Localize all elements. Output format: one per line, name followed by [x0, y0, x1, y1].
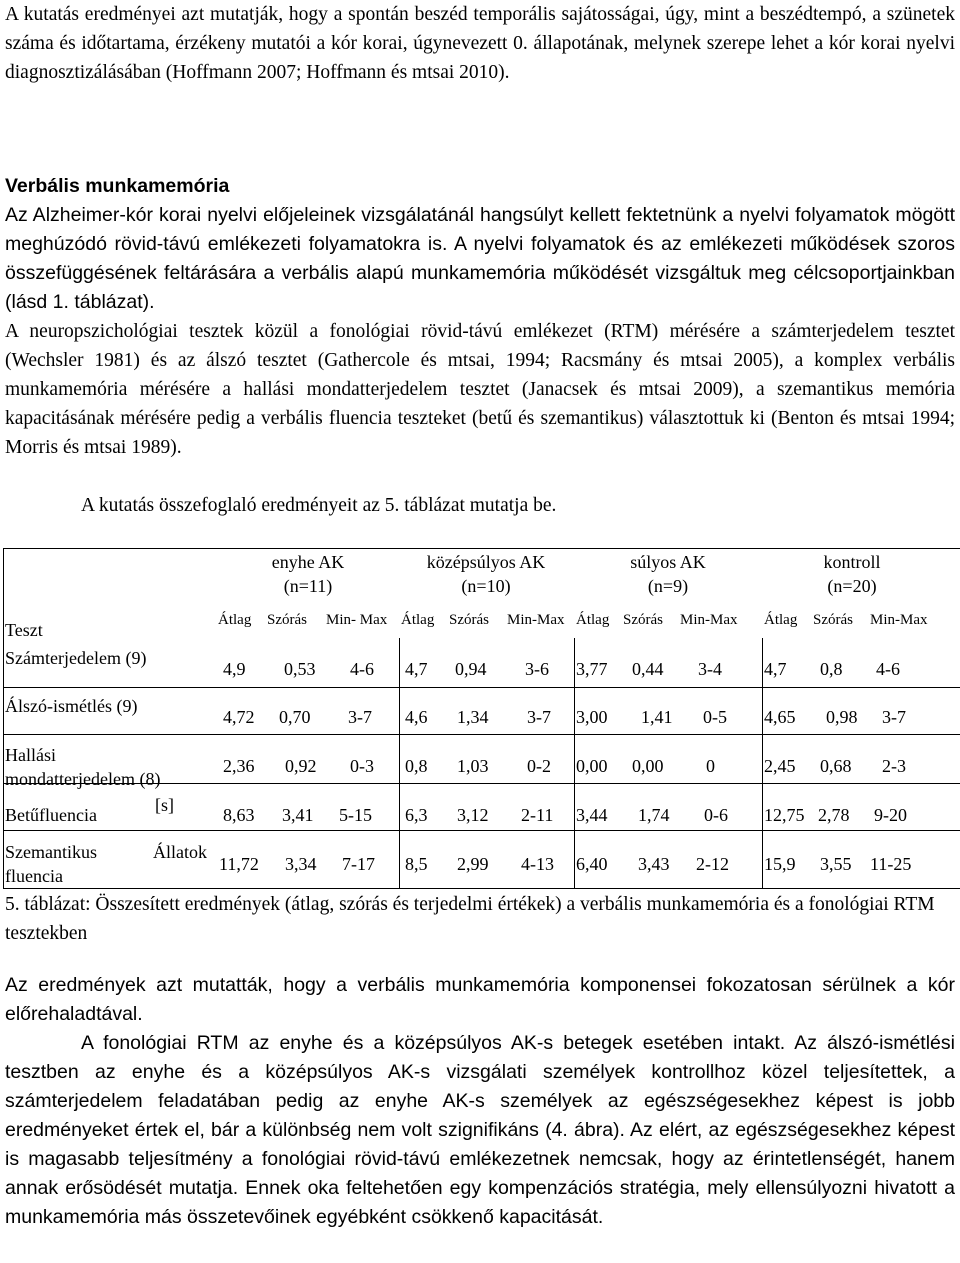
table-cell: 1,41	[641, 707, 673, 727]
table-cell: 11,72	[219, 854, 259, 874]
table-cell: 0-6	[704, 805, 728, 825]
group-count: (n=11)	[283, 576, 333, 596]
table-cell: 0,00	[576, 756, 608, 776]
table-cell: 4,9	[223, 659, 246, 679]
table-top-rule	[4, 548, 960, 549]
table-cell: 3-7	[882, 707, 906, 727]
row-label: Számterjedelem (9)	[5, 648, 147, 668]
table-cell: 3-7	[527, 707, 551, 727]
table-cell: 3-4	[698, 659, 722, 679]
table-cell: 0,8	[820, 659, 843, 679]
working-memory-paragraph: Az Alzheimer-kór korai nyelvi előjeleinek vizsgálatánál hangsúlyt kellett fektetnünk a nyelvi folyamatok mögött meghúzódó rövid-távú emlékezeti folyamatokra is. A nyelvi folyamatok és az emlékezeti működések szoros összefüggésének feltárására a verbális alapú munkamemória működését vizsgáltuk meg célcsoportjainkban (lásd 1. táblázat).	[5, 204, 955, 313]
row-label: Betűfluencia	[5, 805, 97, 825]
table-cell: 0,00	[632, 756, 664, 776]
table-cell: 2,36	[223, 756, 255, 776]
table-cell: 0,68	[820, 756, 852, 776]
table-cell: 0,98	[826, 707, 858, 727]
subheader-sd: Szórás	[813, 612, 853, 628]
table-cell: 0,53	[284, 659, 316, 679]
group-count: (n=9)	[647, 576, 689, 596]
table-cell: 8,5	[405, 854, 428, 874]
table-cell: 0,44	[632, 659, 664, 679]
table-cell: 2-3	[882, 756, 906, 776]
table-left-rule	[3, 548, 4, 889]
subheader-sd: Szórás	[267, 612, 307, 628]
table-cell: 0,8	[405, 756, 428, 776]
table-cell: 12,75	[764, 805, 805, 825]
table-cell: 4,7	[405, 659, 428, 679]
row-label: mondatterjedelem (8)	[5, 769, 161, 789]
table-bottom-rule	[4, 888, 960, 889]
row-label: Álszó-ismétlés (9)	[5, 696, 138, 716]
row-sublabel: [s]	[155, 795, 174, 815]
table-cell: 2,78	[818, 805, 850, 825]
table-cell: 4,65	[764, 707, 796, 727]
table-cell: 3-7	[348, 707, 372, 727]
row-sublabel: Állatok	[153, 842, 207, 862]
subheader-range: Min-Max	[870, 612, 928, 628]
table-cell: 6,3	[405, 805, 428, 825]
table-cell: 3,00	[576, 707, 608, 727]
table-cell: 1,74	[638, 805, 670, 825]
table-cell: 15,9	[764, 854, 796, 874]
table-row-rule	[4, 830, 960, 831]
section-heading: Verbális munkamemória	[5, 175, 230, 197]
group-name: kontroll	[823, 552, 881, 572]
table-cell: 2,99	[457, 854, 489, 874]
table-cell: 0,70	[279, 707, 311, 727]
table-cell: 4-6	[876, 659, 900, 679]
table-cell: 3,12	[457, 805, 489, 825]
group-name: középsúlyos AK	[426, 552, 546, 572]
table-cell: 4-13	[521, 854, 554, 874]
table-cell: 3,44	[576, 805, 608, 825]
table-cell: 3,77	[576, 659, 608, 679]
subheader-mean: Átlag	[576, 612, 610, 628]
row-label: Hallási	[5, 745, 56, 765]
group-header	[762, 550, 942, 598]
subheader-sd: Szórás	[449, 612, 489, 628]
group-header	[398, 550, 574, 598]
table-cell: 3,41	[282, 805, 314, 825]
table-cell: 2-11	[521, 805, 554, 825]
table-cell: 3-6	[525, 659, 549, 679]
group-name: súlyos AK	[630, 552, 706, 572]
table-cell: 8,63	[223, 805, 255, 825]
subheader-range: Min- Max	[326, 612, 388, 628]
group-count: (n=10)	[461, 576, 511, 596]
table-cell: 7-17	[342, 854, 375, 874]
table-cell: 3,43	[638, 854, 670, 874]
table-cell: 1,34	[457, 707, 489, 727]
table-caption: 5. táblázat: Összesített eredmények (átlag, szórás és terjedelmi értékek) a verbális munkamemória és a fonológiai RTM tesztekben	[5, 894, 935, 944]
table-col-rule	[399, 638, 400, 889]
table-cell: 3,55	[820, 854, 852, 874]
group-name: enyhe AK	[271, 552, 345, 572]
table-cell: 2-12	[696, 854, 729, 874]
table-cell: 4-6	[350, 659, 374, 679]
intro-paragraph: A kutatás eredményei azt mutatják, hogy a spontán beszéd temporális sajátosságai, úgy, mint a beszédtempó, a szünetek száma és időtartama, érzékeny mutatói a kór korai, úgynevezett 0. állapotának, melynek szerepe lehet a kór korai nyelvi diagnosztizálásában (Hoffmann 2007; Hoffmann és mtsai 2010).	[5, 4, 955, 83]
group-header	[574, 550, 762, 598]
subheader-range: Min-Max	[507, 612, 565, 628]
table-cell: 0,92	[285, 756, 317, 776]
summary-line: A kutatás összefoglaló eredményeit az 5. táblázat mutatja be.	[81, 495, 557, 516]
table-cell: 1,03	[457, 756, 489, 776]
row-label: fluencia	[5, 866, 63, 886]
results-paragraph: Az eredmények azt mutatták, hogy a verbális munkamemória komponensei fokozatosan sérülnek a kór előrehaladtával.	[5, 974, 955, 1025]
table-cell: 3,34	[285, 854, 317, 874]
table-cell: 6,40	[576, 854, 608, 874]
group-header	[218, 550, 398, 598]
subheader-mean: Átlag	[764, 612, 798, 628]
methods-paragraph: A neuropszichológiai tesztek közül a fonológiai rövid-távú emlékezet (RTM) mérésére a számterjedelem tesztet (Wechsler 1981) és az álszó tesztet (Gathercole és mtsai, 1994; Racsmány és mtsai 2005), a komplex verbális munkamemória mérésére a hallási mondatterjedelem tesztet (Janacsek és mtsai 2009), a szemantikus memória kapacitásának mérésére pedig a verbális fluencia teszteket (betű és szemantikus) választottuk ki (Benton és mtsai 1994; Morris és mtsai 1989).	[5, 321, 955, 458]
table-cell: 0	[706, 756, 715, 776]
table-row-rule	[4, 734, 960, 735]
subheader-mean: Átlag	[401, 612, 435, 628]
group-count: (n=20)	[827, 576, 877, 596]
table-row-rule	[4, 687, 960, 688]
table-col-rule	[574, 638, 575, 889]
table-cell: 9-20	[874, 805, 907, 825]
results-table	[0, 548, 960, 890]
table-cell: 4,7	[764, 659, 787, 679]
discussion-paragraph: A fonológiai RTM az enyhe és a középsúlyos AK-s betegek esetében intakt. Az álszó-ismétlési tesztben az enyhe és a középsúlyos AK-s vizsgálati személyek kontrollhoz közel teljesítettek, a számterjedelem feladatában pedig az enyhe AK-s személyek az egészségesekhez képest is jobb eredményeket értek el, bár a különbség nem volt szignifikáns (4. ábra). Az elért, az egészségesekhez képest is magasabb teljesítmény a fonológiai rövid-távú emlékezetnek nemcsak, hogy az érintetlenségét, hanem annak erősödését mutatja. Ennek oka feltehetően egy kompenzációs stratégia, mely ellensúlyozni hivatott a munkamemória más összetevőinek egyébként csökkenő kapacitását.	[5, 1032, 955, 1228]
table-cell: 0-2	[527, 756, 551, 776]
subheader-sd: Szórás	[623, 612, 663, 628]
row-label: Szemantikus	[5, 842, 97, 862]
table-cell: 4,6	[405, 707, 428, 727]
table-cell: 4,72	[223, 707, 255, 727]
table-cell: 0-5	[703, 707, 727, 727]
table-cell: 11-25	[870, 854, 912, 874]
table-cell: 2,45	[764, 756, 796, 776]
row-header-test: Teszt	[5, 620, 43, 640]
subheader-mean: Átlag	[218, 612, 252, 628]
table-cell: 0,94	[455, 659, 487, 679]
subheader-range: Min-Max	[680, 612, 738, 628]
table-col-rule	[762, 638, 763, 889]
table-cell: 0-3	[350, 756, 374, 776]
table-cell: 5-15	[339, 805, 372, 825]
